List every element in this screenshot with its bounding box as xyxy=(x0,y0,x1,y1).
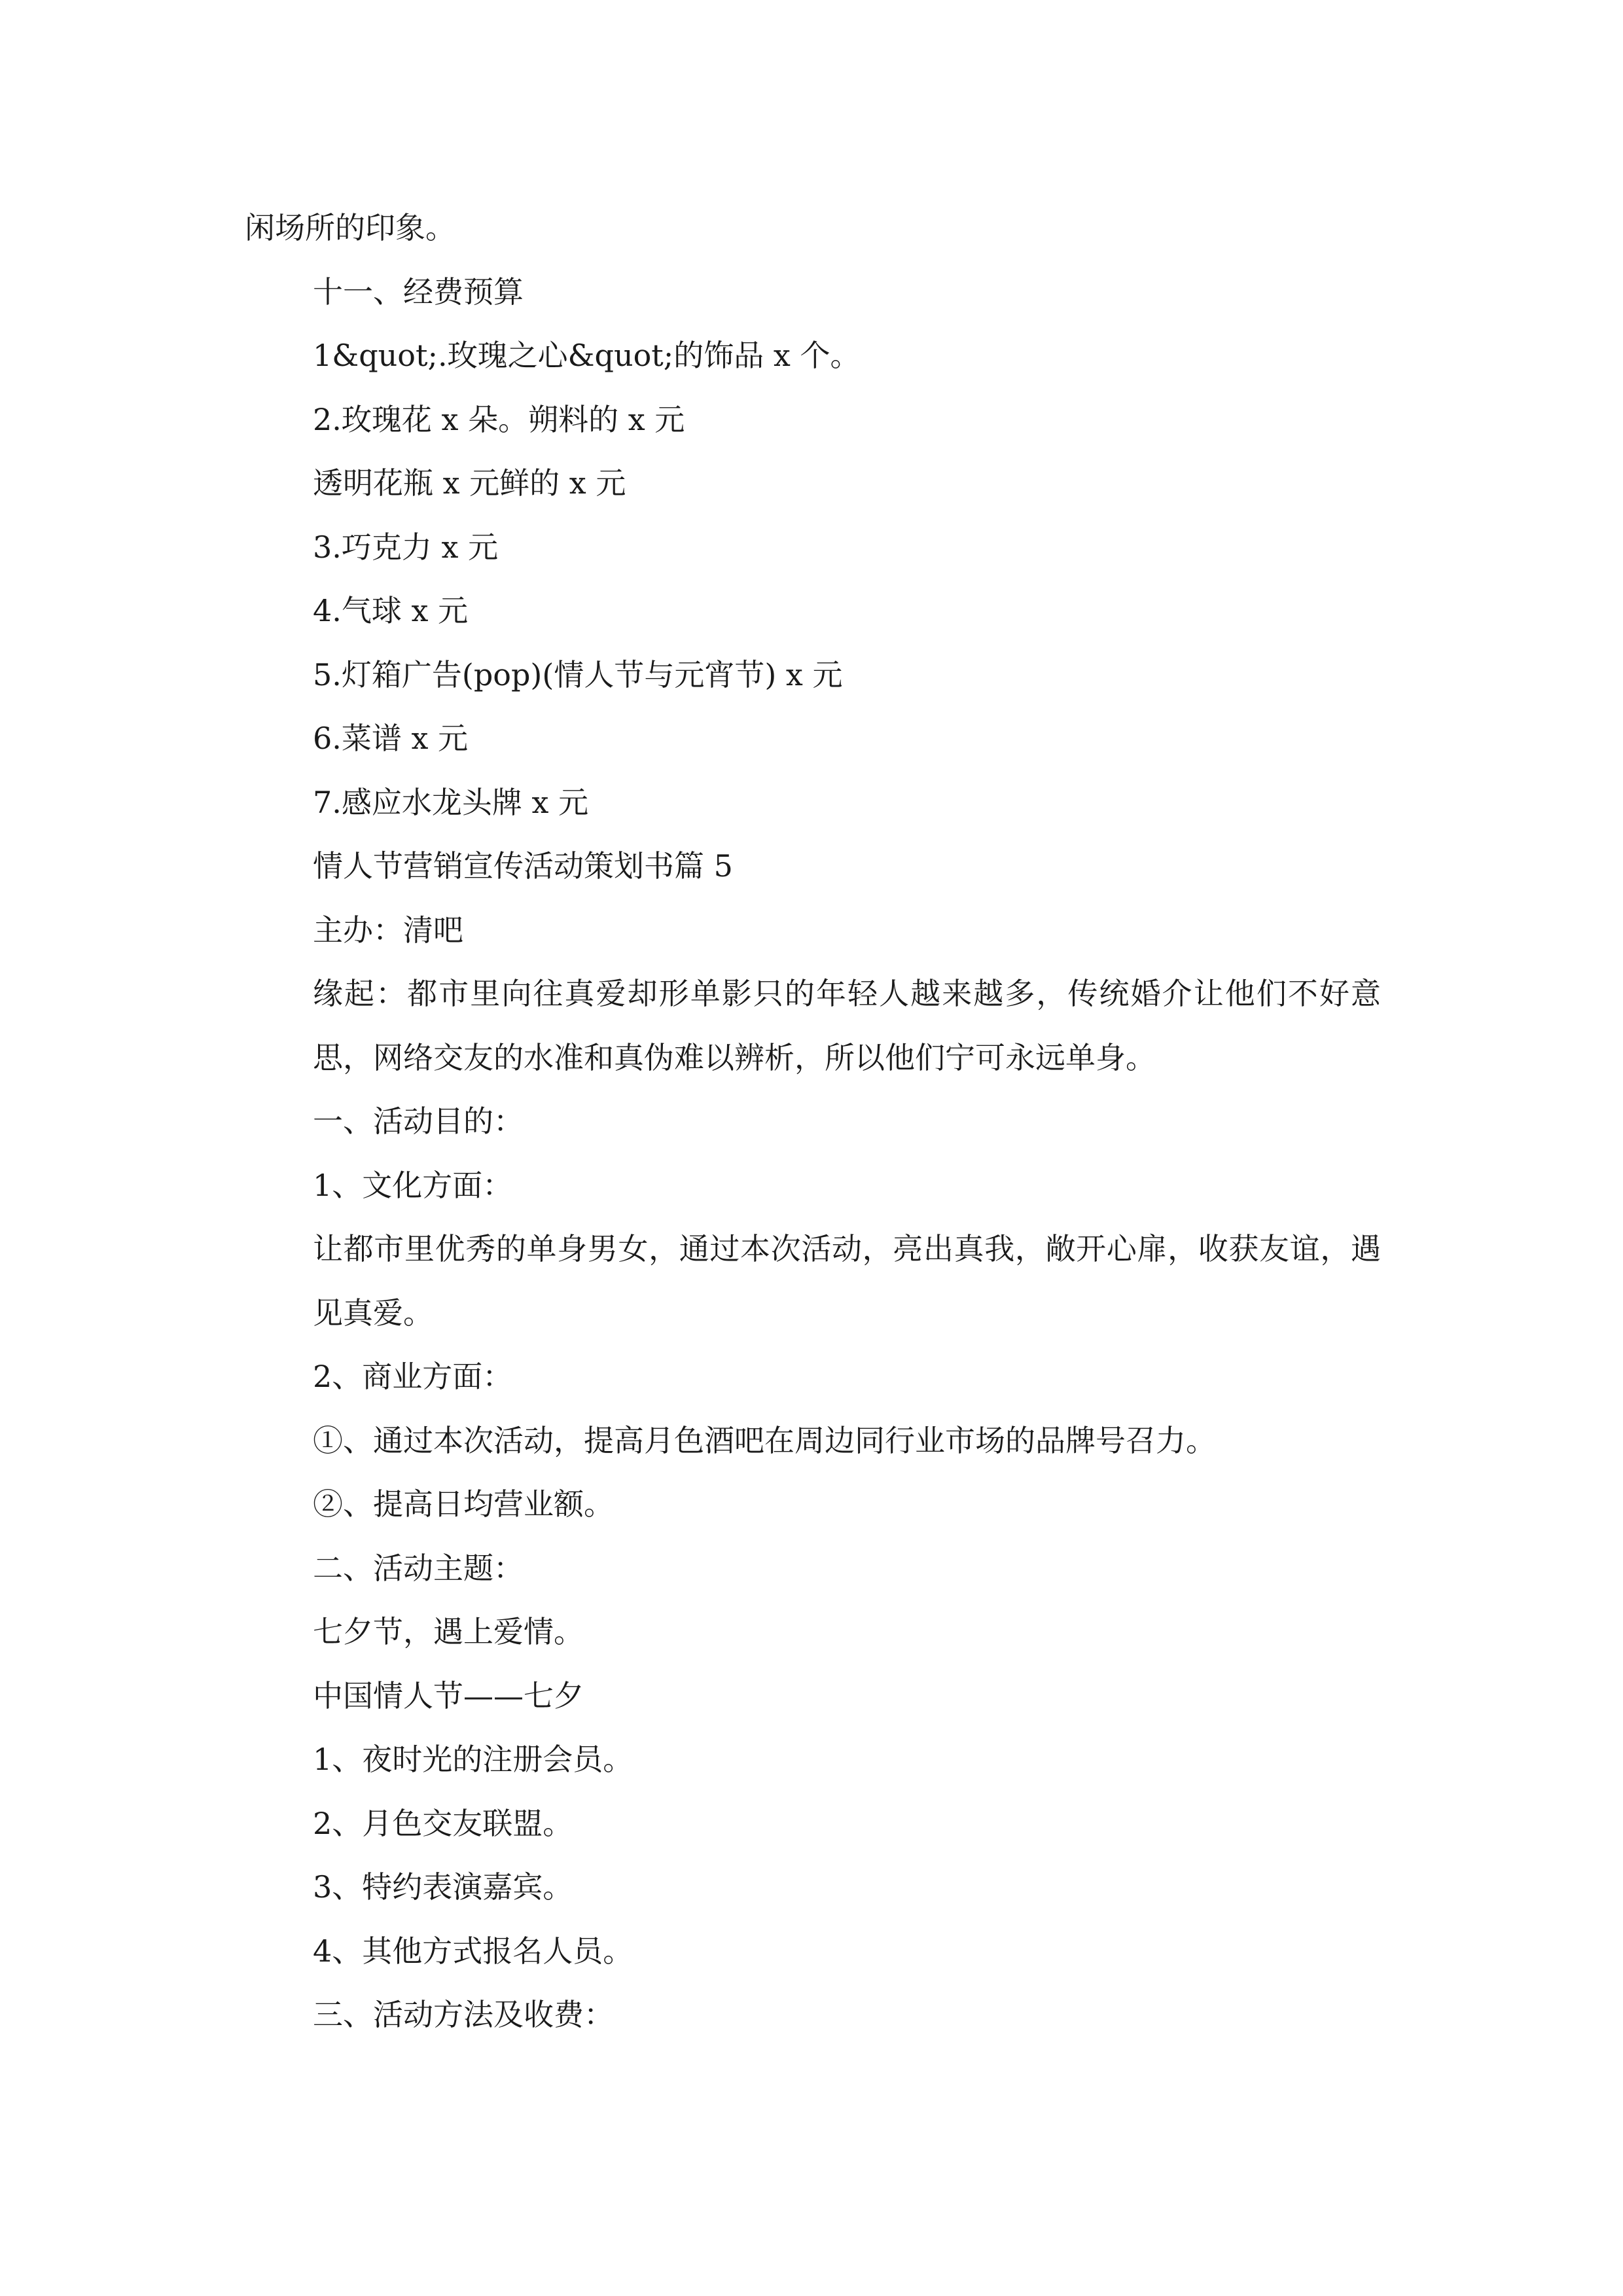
budget-item: 3.巧克力 x 元 xyxy=(313,529,499,565)
section-heading: 二、活动主题： xyxy=(313,1550,524,1586)
article-title: 情人节营销宣传活动策划书篇 5 xyxy=(313,848,733,884)
budget-item: 透明花瓶 x 元鲜的 x 元 xyxy=(313,465,626,501)
list-item: ①、通过本次活动，提高月色酒吧在周边同行业市场的品牌号召力。 xyxy=(313,1422,1216,1458)
list-item: 2、月色交友联盟。 xyxy=(313,1805,573,1841)
theme-line: 中国情人节——七夕 xyxy=(313,1677,584,1713)
list-item: ②、提高日均营业额。 xyxy=(313,1486,614,1522)
budget-item: 2.玫瑰花 x 朵。朔料的 x 元 xyxy=(313,401,685,437)
document-body xyxy=(245,196,1381,2047)
list-item: 1、夜时光的注册会员。 xyxy=(313,1742,633,1777)
text-line: 闲场所的印象。 xyxy=(245,210,455,245)
subsection-heading: 1、文化方面： xyxy=(313,1167,513,1203)
organizer-line: 主办：清吧 xyxy=(313,912,463,948)
budget-item: 7.感应水龙头牌 x 元 xyxy=(313,784,589,820)
theme-line: 七夕节，遇上爱情。 xyxy=(313,1614,584,1649)
budget-item: 1&quot;.玫瑰之心&quot;的饰品 x 个。 xyxy=(313,338,861,373)
culture-paragraph: 让都市里优秀的单身男女，通过本次活动，亮出真我，敞开心扉，收获友谊，遇见真爱。 xyxy=(313,1231,1381,1331)
section-heading: 十一、经费预算 xyxy=(313,274,524,310)
budget-item: 5.灯箱广告(pop)(情人节与元宵节) x 元 xyxy=(313,656,843,692)
subsection-heading: 2、商业方面： xyxy=(313,1359,513,1394)
section-heading: 三、活动方法及收费： xyxy=(313,1997,614,2032)
origin-paragraph: 缘起：都市里向往真爱却形单影只的年轻人越来越多，传统婚介让他们不好意思，网络交友的水准和真伪难以辨析，所以他们宁可永远单身。 xyxy=(313,976,1381,1075)
list-item: 4、其他方式报名人员。 xyxy=(313,1933,633,1969)
section-heading: 一、活动目的： xyxy=(313,1103,524,1139)
list-item: 3、特约表演嘉宾。 xyxy=(313,1869,573,1905)
budget-item: 6.菜谱 x 元 xyxy=(313,721,469,756)
budget-item: 4.气球 x 元 xyxy=(313,593,469,628)
